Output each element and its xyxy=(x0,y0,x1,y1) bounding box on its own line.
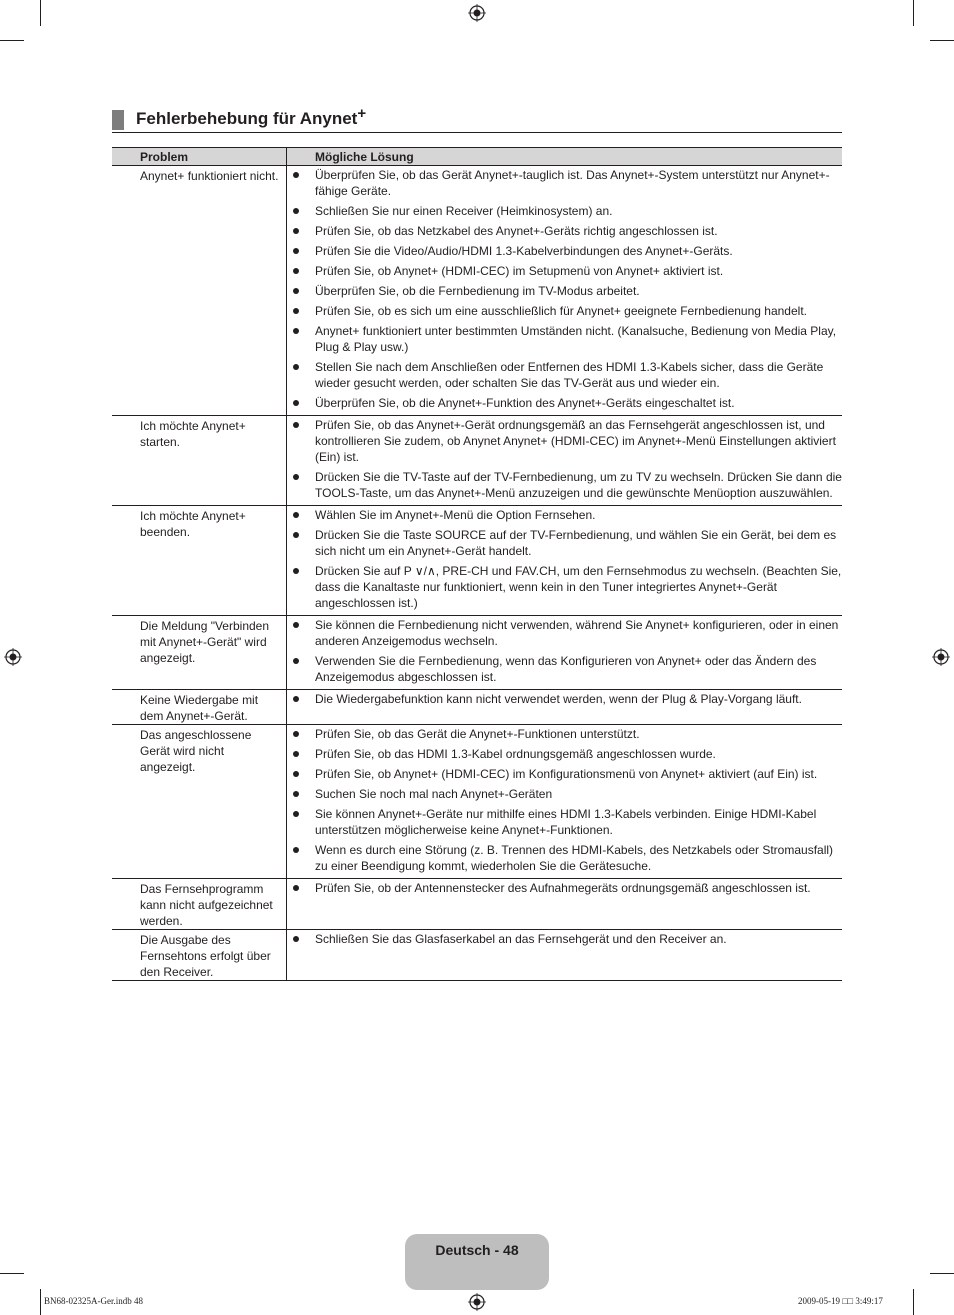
bullet-icon xyxy=(293,474,299,480)
page-number: Deutsch - 48 xyxy=(435,1242,519,1258)
crop-mark xyxy=(913,1289,914,1315)
solution-text: Wenn es durch eine Störung (z. B. Trennen des HDMI-Kabels, des Netzkabels oder Stromausfall) zu einer Beendigung kommt, wiederholen Sie die Gerätesuche. xyxy=(315,843,834,873)
column-header-solution: Mögliche Lösung xyxy=(287,148,843,166)
crop-mark xyxy=(913,0,914,26)
bullet-icon xyxy=(293,328,299,334)
solution-cell xyxy=(287,506,843,616)
solution-list xyxy=(287,930,842,951)
list-item xyxy=(287,726,842,746)
bullet-icon xyxy=(293,658,299,664)
problem-cell: Das Fernsehprogramm kann nicht aufgezeichnet werden. xyxy=(112,879,287,930)
solution-text: Sie können die Fernbedienung nicht verwenden, während Sie Anynet+ konfigurieren, oder in einen anderen Anzeigemodus wechseln. xyxy=(315,618,839,648)
solution-list xyxy=(287,506,842,615)
problem-cell: Die Meldung "Verbinden mit Anynet+-Gerät" wird angezeigt. xyxy=(112,616,287,690)
list-item xyxy=(287,243,842,263)
list-item xyxy=(287,746,842,766)
list-item xyxy=(287,653,842,689)
solution-text: Prüfen Sie, ob Anynet+ (HDMI-CEC) im Konfigurationsmenü von Anynet+ aktiviert (auf Ein) ist. xyxy=(315,767,818,781)
solution-text: Schließen Sie nur einen Receiver (Heimkinosystem) an. xyxy=(315,204,613,218)
solution-cell xyxy=(287,616,843,690)
bullet-icon xyxy=(293,208,299,214)
table-row xyxy=(112,616,842,690)
list-item xyxy=(287,283,842,303)
solution-text: Prüfen Sie, ob das Anynet+-Gerät ordnungsgemäß an das Fernsehgerät angeschlossen ist, und kontrollieren Sie zudem, ob Anynet Anynet+ (HDMI-CEC) im Anynet+-Menü Einstellungen aktiviert (Ein) ist. xyxy=(315,418,836,464)
list-item xyxy=(287,563,842,615)
problem-cell: Ich möchte Anynet+ beenden. xyxy=(112,506,287,616)
bullet-icon xyxy=(293,936,299,942)
list-item xyxy=(287,842,842,878)
bullet-icon xyxy=(293,248,299,254)
solution-cell xyxy=(287,930,843,981)
solution-text: Überprüfen Sie, ob die Anynet+-Funktion des Anynet+-Geräts eingeschaltet ist. xyxy=(315,396,735,410)
bullet-icon xyxy=(293,364,299,370)
solution-text: Überprüfen Sie, ob die Fernbedienung im TV-Modus arbeitet. xyxy=(315,284,640,298)
section-heading xyxy=(112,105,842,133)
bullet-icon xyxy=(293,288,299,294)
solution-text: Sie können Anynet+-Geräte nur mithilfe eines HDMI 1.3-Kabels verbinden. Einige HDMI-Kabel unterstützen möglicherweise keine Anynet+-Funktionen. xyxy=(315,807,817,837)
bullet-icon xyxy=(293,751,299,757)
problem-cell: Die Ausgabe des Fernsehtons erfolgt über den Receiver. xyxy=(112,930,287,981)
list-item xyxy=(287,323,842,359)
column-header-problem: Problem xyxy=(112,148,287,166)
crop-mark xyxy=(40,1289,41,1315)
list-item xyxy=(287,931,842,951)
bullet-icon xyxy=(293,568,299,574)
bullet-icon xyxy=(293,847,299,853)
list-item xyxy=(287,786,842,806)
solution-text: Prüfen Sie, ob es sich um eine ausschließlich für Anynet+ geeignete Fernbedienung handelt. xyxy=(315,304,807,318)
solution-cell xyxy=(287,416,843,506)
registration-mark-icon xyxy=(468,1293,486,1311)
bullet-icon xyxy=(293,696,299,702)
heading-bar xyxy=(112,110,124,130)
bullet-icon xyxy=(293,228,299,234)
solution-text: Prüfen Sie, ob Anynet+ (HDMI-CEC) im Setupmenü von Anynet+ aktiviert ist. xyxy=(315,264,724,278)
solution-text: Überprüfen Sie, ob das Gerät Anynet+-tauglich ist. Das Anynet+-System unterstützt nur Anynet+-fähige Geräte. xyxy=(315,168,830,198)
solution-text: Stellen Sie nach dem Anschließen oder Entfernen des HDMI 1.3-Kabels sicher, dass die Geräte wieder gesucht werden, oder schalten Sie das TV-Gerät aus und wieder ein. xyxy=(315,360,824,390)
table-row xyxy=(112,879,842,930)
bullet-icon xyxy=(293,172,299,178)
solution-cell xyxy=(287,879,843,930)
solution-text: Drücken Sie auf P ∨/∧, PRE-CH und FAV.CH, um den Fernsehmodus zu wechseln. (Beachten Sie, dass die Kanaltaste nur funktioniert, wenn kein in den Tuner integriertes Anynet+-Gerät angeschlossen ist.) xyxy=(315,564,842,610)
bullet-icon xyxy=(293,731,299,737)
solution-text: Prüfen Sie, ob das HDMI 1.3-Kabel ordnungsgemäß angeschlossen wurde. xyxy=(315,747,716,761)
solution-list xyxy=(287,690,842,711)
solution-list xyxy=(287,879,842,900)
list-item xyxy=(287,395,842,415)
list-item xyxy=(287,417,842,469)
solution-text: Die Wiedergabefunktion kann nicht verwendet werden, wenn der Plug & Play-Vorgang läuft. xyxy=(315,692,802,706)
solution-cell xyxy=(287,725,843,879)
bullet-icon xyxy=(293,811,299,817)
solution-cell xyxy=(287,690,843,725)
solution-text: Prüfen Sie, ob der Antennenstecker des Aufnahmegeräts ordnungsgemäß angeschlossen ist. xyxy=(315,881,811,895)
solution-text: Anynet+ funktioniert unter bestimmten Umständen nicht. (Kanalsuche, Bedienung von Media Play, Plug & Play usw.) xyxy=(315,324,837,354)
registration-mark-icon xyxy=(932,648,950,666)
crop-mark xyxy=(930,40,954,41)
table-header-row xyxy=(112,148,842,166)
list-item xyxy=(287,527,842,563)
solution-text: Prüfen Sie die Video/Audio/HDMI 1.3-Kabelverbindungen des Anynet+-Geräts. xyxy=(315,244,733,258)
list-item xyxy=(287,469,842,505)
solution-list xyxy=(287,166,842,415)
list-item xyxy=(287,223,842,243)
bullet-icon xyxy=(293,885,299,891)
solution-list xyxy=(287,416,842,505)
registration-mark-icon xyxy=(468,4,486,22)
solution-text: Prüfen Sie, ob das Gerät die Anynet+-Funktionen unterstützt. xyxy=(315,727,640,741)
crop-mark xyxy=(930,1273,954,1274)
solution-text: Schließen Sie das Glasfaserkabel an das Fernsehgerät und den Receiver an. xyxy=(315,932,727,946)
table-row xyxy=(112,506,842,616)
table-row xyxy=(112,930,842,981)
solution-text: Drücken Sie die Taste SOURCE auf der TV-Fernbedienung, und wählen Sie ein Gerät, bei dem es sich nicht um ein Anynet+-Gerät handelt. xyxy=(315,528,837,558)
list-item xyxy=(287,303,842,323)
solution-text: Prüfen Sie, ob das Netzkabel des Anynet+-Geräts richtig angeschlossen ist. xyxy=(315,224,718,238)
bullet-icon xyxy=(293,512,299,518)
bullet-icon xyxy=(293,422,299,428)
imprint-file: BN68-02325A-Ger.indb 48 xyxy=(44,1296,143,1306)
list-item xyxy=(287,617,842,653)
solution-text: Wählen Sie im Anynet+-Menü die Option Fernsehen. xyxy=(315,508,596,522)
list-item xyxy=(287,203,842,223)
bullet-icon xyxy=(293,771,299,777)
bullet-icon xyxy=(293,622,299,628)
list-item xyxy=(287,691,842,711)
crop-mark xyxy=(40,0,41,26)
solution-list xyxy=(287,725,842,878)
problem-cell: Ich möchte Anynet+ starten. xyxy=(112,416,287,506)
list-item xyxy=(287,806,842,842)
table-row xyxy=(112,690,842,725)
registration-mark-icon xyxy=(4,648,22,666)
table-row xyxy=(112,166,842,416)
list-item xyxy=(287,507,842,527)
problem-cell: Anynet+ funktioniert nicht. xyxy=(112,166,287,416)
problem-cell: Keine Wiedergabe mit dem Anynet+-Gerät. xyxy=(112,690,287,725)
solution-list xyxy=(287,616,842,689)
table-row xyxy=(112,725,842,879)
bullet-icon xyxy=(293,532,299,538)
bullet-icon xyxy=(293,268,299,274)
solution-text: Suchen Sie noch mal nach Anynet+-Geräten xyxy=(315,787,553,801)
problem-cell: Das angeschlossene Gerät wird nicht angezeigt. xyxy=(112,725,287,879)
solution-text: Drücken Sie die TV-Taste auf der TV-Fernbedienung, um zu TV zu wechseln. Drücken Sie dann die TOOLS-Taste, um das Anynet+-Menü anzuzeigen und die gewünschte Menüoption auszuwählen. xyxy=(315,470,842,500)
troubleshooting-table xyxy=(112,147,842,981)
bullet-icon xyxy=(293,400,299,406)
page-title: Fehlerbehebung für Anynet+ xyxy=(136,105,367,128)
imprint-date: 2009-05-19 □□ 3:49:17 xyxy=(798,1296,883,1306)
solution-text: Verwenden Sie die Fernbedienung, wenn das Konfigurieren von Anynet+ oder das Ändern des Anzeigemodus abgeschlossen ist. xyxy=(315,654,817,684)
list-item xyxy=(287,359,842,395)
list-item xyxy=(287,766,842,786)
bullet-icon xyxy=(293,791,299,797)
crop-mark xyxy=(0,40,24,41)
list-item xyxy=(287,880,842,900)
table-row xyxy=(112,416,842,506)
crop-mark xyxy=(0,1273,24,1274)
solution-cell xyxy=(287,166,843,416)
list-item xyxy=(287,167,842,203)
list-item xyxy=(287,263,842,283)
bullet-icon xyxy=(293,308,299,314)
